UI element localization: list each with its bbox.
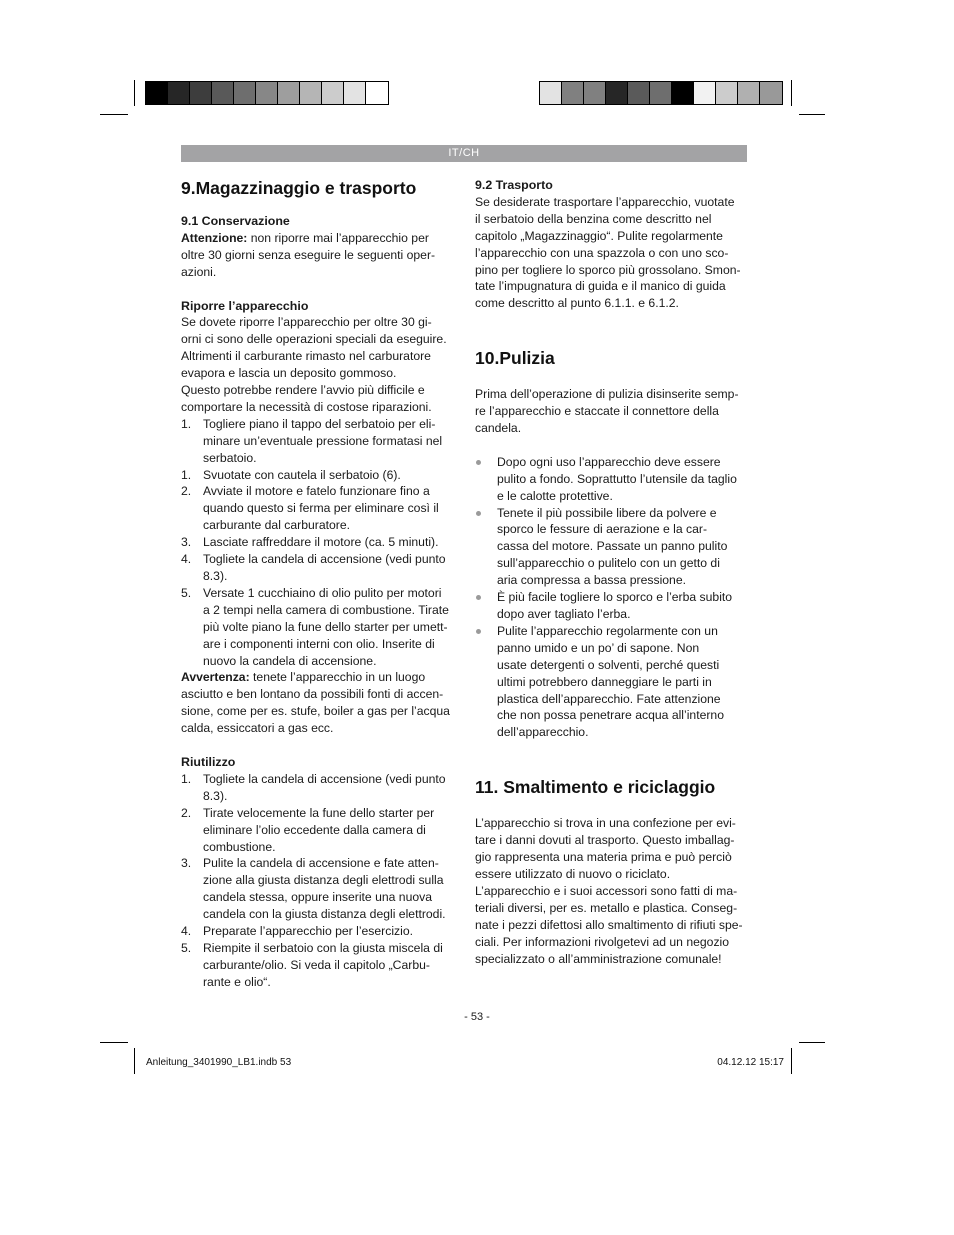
list-item-line: quando questo si ferma per eliminare così il: [203, 501, 439, 516]
text-line: tare i danni dovuti al trasporto. Questo imballag-: [475, 833, 735, 848]
bullet-line: plastica dell’apparecchio. Fate attenzione: [497, 691, 721, 706]
bullet-item: [475, 623, 747, 741]
list-item-line: eliminare l’olio eccedente dalla camera di: [203, 822, 426, 837]
list-item: [181, 585, 456, 670]
list-item-line: 8.3).: [203, 788, 228, 803]
footer-filename: Anleitung_3401990_LB1.indb 53: [146, 1057, 292, 1068]
section-title-10: 10.Pulizia: [475, 348, 555, 369]
color-swatch: [694, 82, 716, 104]
list-item: [181, 467, 456, 484]
bullet-line: dell’apparecchio.: [497, 725, 589, 740]
color-swatch: [168, 82, 190, 104]
text-line: teriali diversi, per es. metallo e plastica. Conseg-: [475, 900, 738, 915]
list-item-number: 5.: [181, 585, 192, 600]
text-line: il serbatoio della benzina come descritto nel: [475, 211, 712, 226]
text-line: tate l’impugnatura di guida e il manico di guida: [475, 279, 726, 294]
color-swatch: [256, 82, 278, 104]
list-item-number: 1.: [181, 467, 192, 482]
crop-mark: [799, 114, 825, 115]
storage-paragraph: [181, 314, 456, 415]
text-line: pino per togliere lo sporco più grossolano. Smon-: [475, 262, 741, 277]
text-line: capitolo „Magazzinaggio“. Pulite regolarmente: [475, 228, 723, 243]
list-item-number: 2.: [181, 484, 192, 499]
list-item-line: a 2 tempi nella camera di combustione. Tirate: [203, 602, 449, 617]
color-swatch: [760, 82, 782, 104]
bullet-line: È più facile togliere lo sporco e l’erba subito: [497, 590, 733, 605]
bullet-line: che non possa penetrare acqua all’interno: [497, 708, 724, 723]
color-calibration-strip-right: [539, 81, 783, 105]
list-item-line: Svuotate con cautela il serbatoio (6).: [203, 467, 401, 482]
list-item-line: 8.3).: [203, 569, 228, 584]
text-line: re l’apparecchio e staccate il connettore della: [475, 404, 719, 419]
text-line: orni ci sono delle operazioni speciali da eseguire.: [181, 332, 447, 347]
text-line: L’apparecchio si trova in una confezione per evi-: [475, 816, 736, 831]
text-line: essere utilizzato di nuovo o riciclato.: [475, 866, 671, 881]
crop-mark: [791, 1048, 792, 1074]
list-item-line: Lasciate raffreddare il motore (ca. 5 minuti).: [203, 535, 439, 550]
left-column: [181, 177, 456, 991]
list-item-number: 3.: [181, 856, 192, 871]
color-swatch: [628, 82, 650, 104]
bullet-line: e le calotte protettive.: [497, 488, 613, 503]
color-swatch: [672, 82, 694, 104]
color-swatch: [300, 82, 322, 104]
list-item-number: 2.: [181, 805, 192, 820]
section-title-11: 11. Smaltimento e riciclaggio: [475, 777, 716, 798]
text-line: asciutto e ben lontano da possibili fonti di accen-: [181, 687, 444, 702]
list-item: [181, 416, 456, 467]
text-line: specializzato o all’amministrazione comunale!: [475, 951, 722, 966]
list-item-number: 4.: [181, 552, 192, 567]
text-line: Questo potrebbe rendere l’avvio più difficile e: [181, 383, 425, 398]
crop-mark: [100, 114, 128, 115]
warning-label: Avvertenza:: [181, 670, 250, 685]
text-line: L’apparecchio e i suoi accessori sono fatti di ma-: [475, 883, 738, 898]
text-line: sione, come per es. stufe, boiler a gas per l’acqua: [181, 704, 450, 719]
crop-mark: [134, 80, 135, 106]
list-item: [181, 551, 456, 585]
list-item-number: 4.: [181, 924, 192, 939]
list-item-line: carburante dal carburatore.: [203, 518, 351, 533]
cleaning-bullet-list: [475, 454, 747, 741]
list-item-number: 5.: [181, 940, 192, 955]
list-item-line: minare un’eventuale pressione formatasi nel: [203, 433, 443, 448]
list-item-line: serbatoio.: [203, 450, 257, 465]
crop-mark: [100, 1042, 128, 1043]
text-line: Se dovete riporre l’apparecchio per oltre 30 gi-: [181, 315, 432, 330]
list-item-line: Versate 1 cucchiaino di olio pulito per motori: [203, 585, 442, 600]
color-calibration-strip-left: [145, 81, 389, 105]
list-item-line: candela stessa, oppure inserite una nuova: [203, 890, 433, 905]
list-item: [181, 855, 456, 923]
text-line: Se desiderate trasportare l’apparecchio, vuotate: [475, 194, 735, 209]
bullet-icon: [476, 629, 481, 634]
bullet-line: sull’apparecchio o pulitelo con un getto di: [497, 556, 720, 571]
cleaning-intro-paragraph: [475, 386, 747, 437]
transport-paragraph: [475, 194, 747, 312]
list-item: [181, 771, 456, 805]
attention-paragraph: Attenzione: non riporre mai l’apparecchio per: [181, 230, 429, 245]
color-swatch: [738, 82, 760, 104]
list-item-line: Togliete la candela di accensione (vedi punto: [203, 552, 446, 567]
list-item-number: 3.: [181, 535, 192, 550]
color-swatch: [344, 82, 366, 104]
list-item-line: zione alla giusta distanza degli elettrodi sulla: [203, 873, 444, 888]
list-item-line: candela con la giusta distanza degli elettrodi.: [203, 907, 446, 922]
list-item: [181, 940, 456, 991]
bullet-line: cassa del motore. Passate un panno pulito: [497, 539, 728, 554]
bullet-icon: [476, 460, 481, 465]
list-item-number: 1.: [181, 771, 192, 786]
list-item: [181, 923, 456, 940]
text-line: Prima dell’operazione di pulizia disinserite semp-: [475, 387, 739, 402]
list-item-line: rante e olio“.: [203, 974, 271, 989]
subsection-heading-reuse: Riutilizzo: [181, 754, 236, 769]
list-item-line: Togliete la candela di accensione (vedi punto: [203, 771, 446, 786]
text-line: gio rappresenta una materia prima e può perciò: [475, 850, 732, 865]
footer-datetime: 04.12.12 15:17: [717, 1057, 784, 1068]
bullet-line: sporco le fessure di aerazione e la car-: [497, 522, 708, 537]
color-swatch: [234, 82, 256, 104]
bullet-item: [475, 454, 747, 505]
list-item: [181, 805, 456, 856]
color-swatch: [190, 82, 212, 104]
color-swatch: [322, 82, 344, 104]
color-swatch: [540, 82, 562, 104]
color-swatch: [716, 82, 738, 104]
color-swatch: [584, 82, 606, 104]
storage-steps-list: [181, 416, 456, 670]
crop-mark: [799, 1042, 825, 1043]
text-line: azioni.: [181, 264, 217, 279]
list-item-line: Riempite il serbatoio con la giusta miscela di: [203, 940, 443, 955]
color-swatch: [366, 82, 388, 104]
color-swatch: [212, 82, 234, 104]
bullet-item: [475, 505, 747, 590]
color-swatch: [562, 82, 584, 104]
subsection-heading-9-1: 9.1 Conservazione: [181, 214, 290, 228]
text-line: comportare la necessità di costose riparazioni.: [181, 399, 432, 414]
list-item-line: Pulite la candela di accensione e fate atten-: [203, 856, 439, 871]
warning-lines: [181, 686, 456, 737]
bullet-icon: [476, 511, 481, 516]
text-line: Altrimenti il carburante rimasto nel carburatore: [181, 349, 431, 364]
list-item-line: carburante/olio. Si veda il capitolo „Carbu-: [203, 957, 430, 972]
language-header-bar: IT/CH: [181, 145, 747, 162]
bullet-line: Dopo ogni uso l’apparecchio deve essere: [497, 454, 721, 469]
warning-paragraph: Avvertenza: tenete l’apparecchio in un luogo: [181, 670, 426, 685]
bullet-icon: [476, 595, 481, 600]
bullet-line: Tenete il più possibile libere da polvere e: [497, 505, 717, 520]
list-item-line: più volte piano la fune dello starter per umett-: [203, 619, 448, 634]
text-line: nate i pezzi difettosi allo smaltimento di rifiuti spe-: [475, 917, 743, 932]
right-column: [475, 177, 747, 967]
bullet-line: panno umido e un po’ di sapone. Non: [497, 640, 700, 655]
color-swatch: [278, 82, 300, 104]
list-item-number: 1.: [181, 416, 192, 431]
list-item-line: are i componenti interni con olio. Inserite di: [203, 636, 435, 651]
text-line: ciali. Per informazioni rivolgetevi ad un negozio: [475, 934, 730, 949]
list-item-line: Avviate il motore e fatelo funzionare fino a: [203, 484, 430, 499]
subsection-heading-storage: Riporre l’apparecchio: [181, 298, 309, 313]
page-number: - 53 -: [464, 1011, 490, 1023]
text-line: oltre 30 giorni senza eseguire le seguenti oper-: [181, 247, 436, 262]
text-line: candela.: [475, 421, 522, 436]
text-line: l’apparecchio con una spazzola o con uno sco-: [475, 245, 729, 260]
bullet-line: Pulite l’apparecchio regolarmente con un: [497, 623, 718, 638]
attention-label: Attenzione:: [181, 230, 248, 245]
color-swatch: [606, 82, 628, 104]
disposal-paragraph: [475, 815, 747, 967]
color-swatch: [650, 82, 672, 104]
subsection-heading-9-2: 9.2 Trasporto: [475, 178, 553, 192]
text-line: evapora e lascia un deposito gommoso.: [181, 366, 397, 381]
text-line: come descritto al punto 6.1.1. e 6.1.2.: [475, 296, 679, 311]
list-item-line: Preparate l’apparecchio per l’esercizio.: [203, 924, 414, 939]
crop-mark: [134, 1048, 135, 1074]
bullet-line: aria compressa a bassa pressione.: [497, 573, 687, 588]
list-item-line: Togliere piano il tappo del serbatoio per eli-: [203, 416, 436, 431]
list-item: [181, 483, 456, 534]
crop-mark: [791, 80, 792, 106]
reuse-steps-list: [181, 771, 456, 991]
bullet-line: usate detergenti o solventi, perché questi: [497, 657, 720, 672]
color-swatch: [146, 82, 168, 104]
section-title-9: 9.Magazzinaggio e trasporto: [181, 178, 417, 198]
list-item-line: nuovo la candela di accensione.: [203, 653, 377, 668]
list-item: [181, 534, 456, 551]
bullet-line: dopo aver tagliato l’erba.: [497, 607, 631, 622]
bullet-line: pulito a fondo. Soprattutto l’utensile da taglio: [497, 471, 737, 486]
list-item-line: combustione.: [203, 839, 276, 854]
bullet-line: ultimi potrebbero danneggiare le parti in: [497, 674, 712, 689]
list-item-line: Tirate velocemente la fune dello starter per: [203, 805, 435, 820]
bullet-item: [475, 589, 747, 623]
text-line: calda, essiccatori a gas ecc.: [181, 721, 334, 736]
